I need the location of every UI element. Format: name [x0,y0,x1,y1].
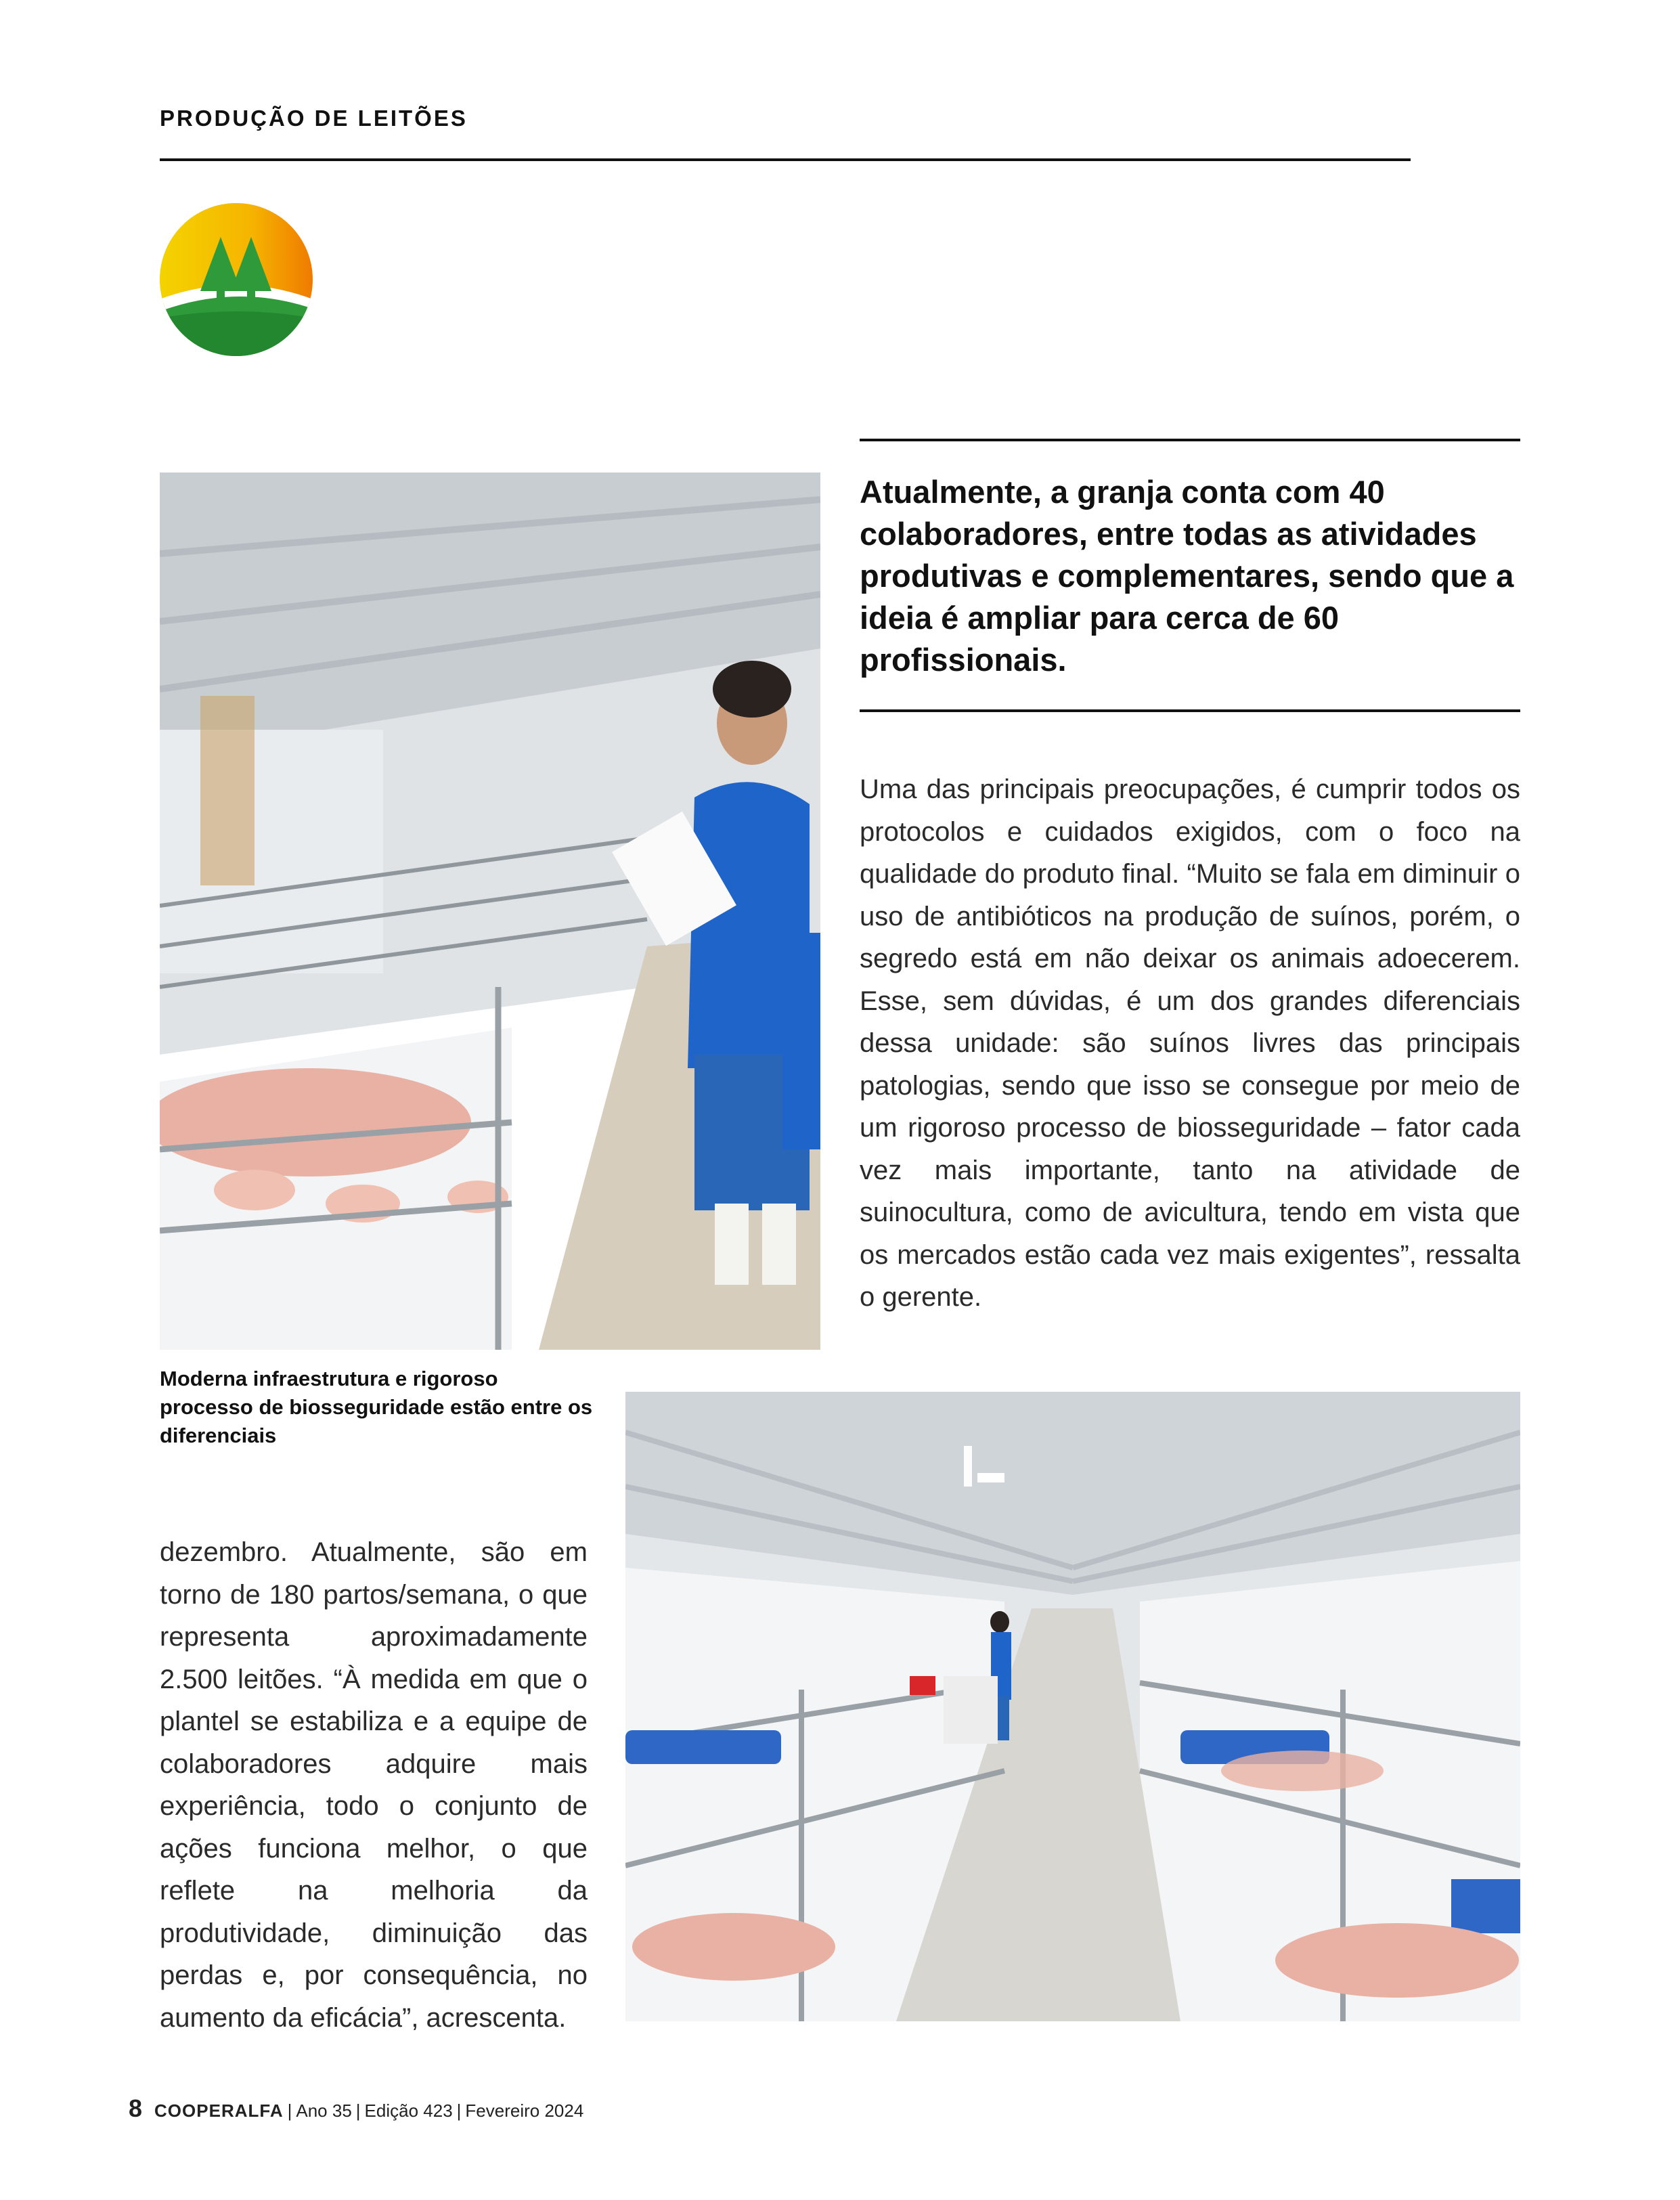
photo-barn-aisle [625,1392,1520,2021]
footer-brand: COOPERALFA [154,2100,284,2121]
pullquote-bottom-rule [860,709,1520,712]
photo-caption: Moderna infraestrutura e rigoroso processo de biosseguridade estão entre os diferenciais [160,1367,593,1447]
page-number: 8 [129,2094,143,2122]
footer-separator: | [287,2100,292,2121]
article-left-column: dezembro. Atualmente, são em torno de 180 partos/semana, o que representa aproximadamente 2.500 leitões. “À medida em que o plantel se estabiliza e a equipe de colaboradores adquire mais experiência, todo o conjunto de ações funciona melhor, o que reflete na melhoria da produtividade, diminuição das perdas e, por consequência, no aumento da eficácia”, acrescenta. [160,1537,588,2033]
pullquote-top-rule [860,439,1520,441]
footer-date: Fevereiro 2024 [465,2100,584,2121]
section-title: PRODUÇÃO DE LEITÕES [160,106,468,131]
footer-year: Ano 35 [296,2100,352,2121]
footer-separator: | [456,2100,462,2121]
article-right-column: Uma das principais preocupações, é cumprir todos os protocolos e cuidados exigidos, com o foco na qualidade do produto final. “Muito se fala em diminuir o uso de antibióticos na produção de suínos, porém, o segredo está em não deixar os animais adoecerem. Esse, sem dúvidas, é um dos grandes diferenciais dessa unidade: são suínos livres das principais patologias, sendo que isso se consegue por meio de um rigoroso processo de biosseguridade – fator cada vez mais importante, tanto na atividade de suinocultura, como de avicultura, tendo em vista que os mercados estão cada vez mais exigentes”, ressalta o gerente. [860,774,1520,1312]
header-rule [160,158,1411,161]
pullquote: Atualmente, a granja conta com 40 colaboradores, entre todas as atividades produtivas e complementares, sendo que a ideia é ampliar para cerca de 60 profissionais. [860,474,1514,678]
footer-separator: | [355,2100,361,2121]
photo-worker-clipboard [160,472,820,1350]
footer-edition: Edição 423 [364,2100,453,2121]
cooperalfa-logo-icon [160,203,313,356]
page-footer [129,2094,583,2123]
